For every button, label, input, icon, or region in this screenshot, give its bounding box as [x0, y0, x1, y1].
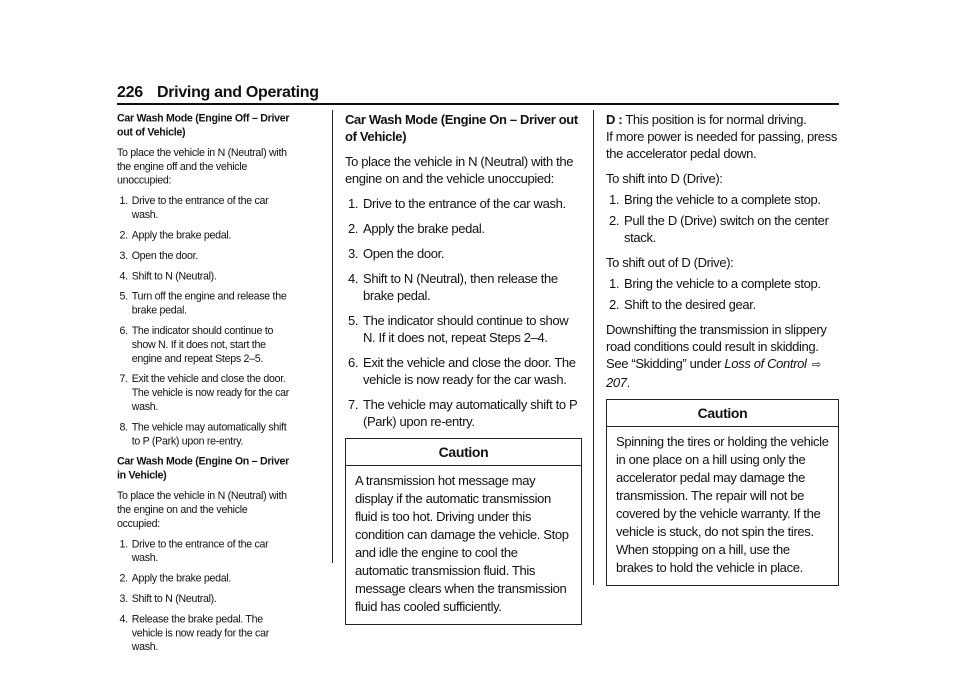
caution-text: Spinning the tires or holding the vehicle in one place on a hill using only the accelerator pedal may damage the transmission. The repair will not be covered by the vehicle warranty. If the vehicle is stuck, do not spin the tires. When stopping on a hill, use the brakes to hold the vehicle in place.	[616, 434, 829, 575]
downshift-paragraph: Downshifting the transmission in slippery road conditions could result in skidding. See “Skidding” under Loss of Control ⇨207.	[606, 322, 827, 390]
steps-list	[606, 275, 839, 313]
list-item: 1. Drive to the entrance of the car wash.	[119, 537, 269, 564]
list-item: 1. Drive to the entrance of the car wash.	[348, 196, 566, 211]
intro-paragraph: To place the vehicle in N (Neutral) with the engine off and the vehicle unoccupied:	[117, 146, 287, 187]
page-reference-arrow-icon: ⇨	[811, 359, 821, 371]
list-item: 2. Shift to the desired gear.	[609, 297, 756, 312]
column-divider	[332, 110, 333, 563]
shift-out-title: To shift out of D (Drive):	[606, 255, 734, 270]
heading-engine-on-driver-in: Car Wash Mode (Engine On – Driver in Vehicle)	[117, 454, 289, 482]
caution-title: Caution	[346, 439, 581, 466]
column-1	[117, 111, 293, 660]
intro-paragraph: To place the vehicle in N (Neutral) with the engine on and the vehicle occupied:	[117, 489, 287, 530]
intro-paragraph: To place the vehicle in N (Neutral) with the engine on and the vehicle unoccupied:	[345, 154, 574, 186]
page-number: 226	[117, 84, 143, 101]
list-item: 5. Turn off the engine and release the brake pedal.	[119, 289, 287, 317]
caution-title: Caution	[607, 400, 838, 427]
column-3	[606, 111, 839, 586]
list-item: 1. Bring the vehicle to a complete stop.	[609, 192, 821, 207]
list-item: 7. Exit the vehicle and close the door. The vehicle is now ready for the car wash.	[119, 372, 290, 413]
cross-reference-link[interactable]: Loss of Control	[724, 356, 807, 371]
drive-text: This position is for normal driving.	[625, 112, 807, 127]
steps-list	[117, 537, 293, 654]
drive-label: D :	[606, 112, 623, 127]
column-divider	[593, 110, 594, 585]
list-item: 3. Open the door.	[119, 249, 198, 262]
list-item: 8. The vehicle may automatically shift to P (Park) upon re-entry.	[119, 420, 287, 447]
list-item: 7. The vehicle may automatically shift to P (Park) upon re-entry.	[348, 397, 578, 429]
list-item: 3. Open the door.	[348, 246, 445, 261]
steps-list	[117, 194, 293, 448]
list-item: 3. Shift to N (Neutral).	[119, 592, 217, 605]
heading-engine-off-driver-out: Car Wash Mode (Engine Off – Driver out of Vehicle)	[117, 111, 290, 138]
steps-list	[345, 195, 582, 430]
caution-box	[345, 438, 582, 625]
drive-position-paragraph	[606, 111, 839, 128]
caution-box	[606, 399, 839, 586]
list-item: 4. Release the brake pedal. The vehicle is now ready for the car wash.	[119, 612, 269, 653]
list-item: 2. Pull the D (Drive) switch on the center stack.	[609, 213, 829, 245]
column-2	[345, 111, 582, 625]
list-item: 4. Shift to N (Neutral).	[119, 269, 217, 282]
list-item: 1. Bring the vehicle to a complete stop.	[609, 276, 821, 291]
passing-paragraph: If more power is needed for passing, press the accelerator pedal down.	[606, 129, 837, 161]
list-item: 2. Apply the brake pedal.	[119, 571, 232, 585]
steps-list	[606, 191, 839, 246]
section-title: Driving and Operating	[157, 84, 319, 101]
list-item: 4. Shift to N (Neutral), then release the brake pedal.	[348, 271, 558, 303]
header-rule	[117, 103, 839, 105]
heading-engine-on-driver-out: Car Wash Mode (Engine On – Driver out of Vehicle)	[345, 112, 578, 144]
list-item: 2. Apply the brake pedal.	[119, 228, 232, 241]
list-item: 6. The indicator should continue to show N. If it does not, start the engine and repeat Steps 2–5.	[119, 324, 274, 365]
list-item: 6. Exit the vehicle and close the door. The vehicle is now ready for the car wash.	[348, 355, 576, 387]
list-item: 5. The indicator should continue to show N. If it does not, repeat Steps 2–4.	[348, 313, 569, 345]
page-reference[interactable]: 207	[606, 375, 627, 390]
list-item: 2. Apply the brake pedal.	[348, 221, 485, 236]
page-header	[117, 84, 839, 104]
list-item: 1. Drive to the entrance of the car wash.	[119, 194, 269, 221]
caution-text: A transmission hot message may display if the automatic transmission fluid is too hot. Driving under this condition can damage the vehicle. Stop and idle the engine to cool the automatic transmission fluid. This message clears when the transmission fluid has cooled sufficiently.	[355, 473, 569, 614]
shift-into-title: To shift into D (Drive):	[606, 171, 723, 186]
